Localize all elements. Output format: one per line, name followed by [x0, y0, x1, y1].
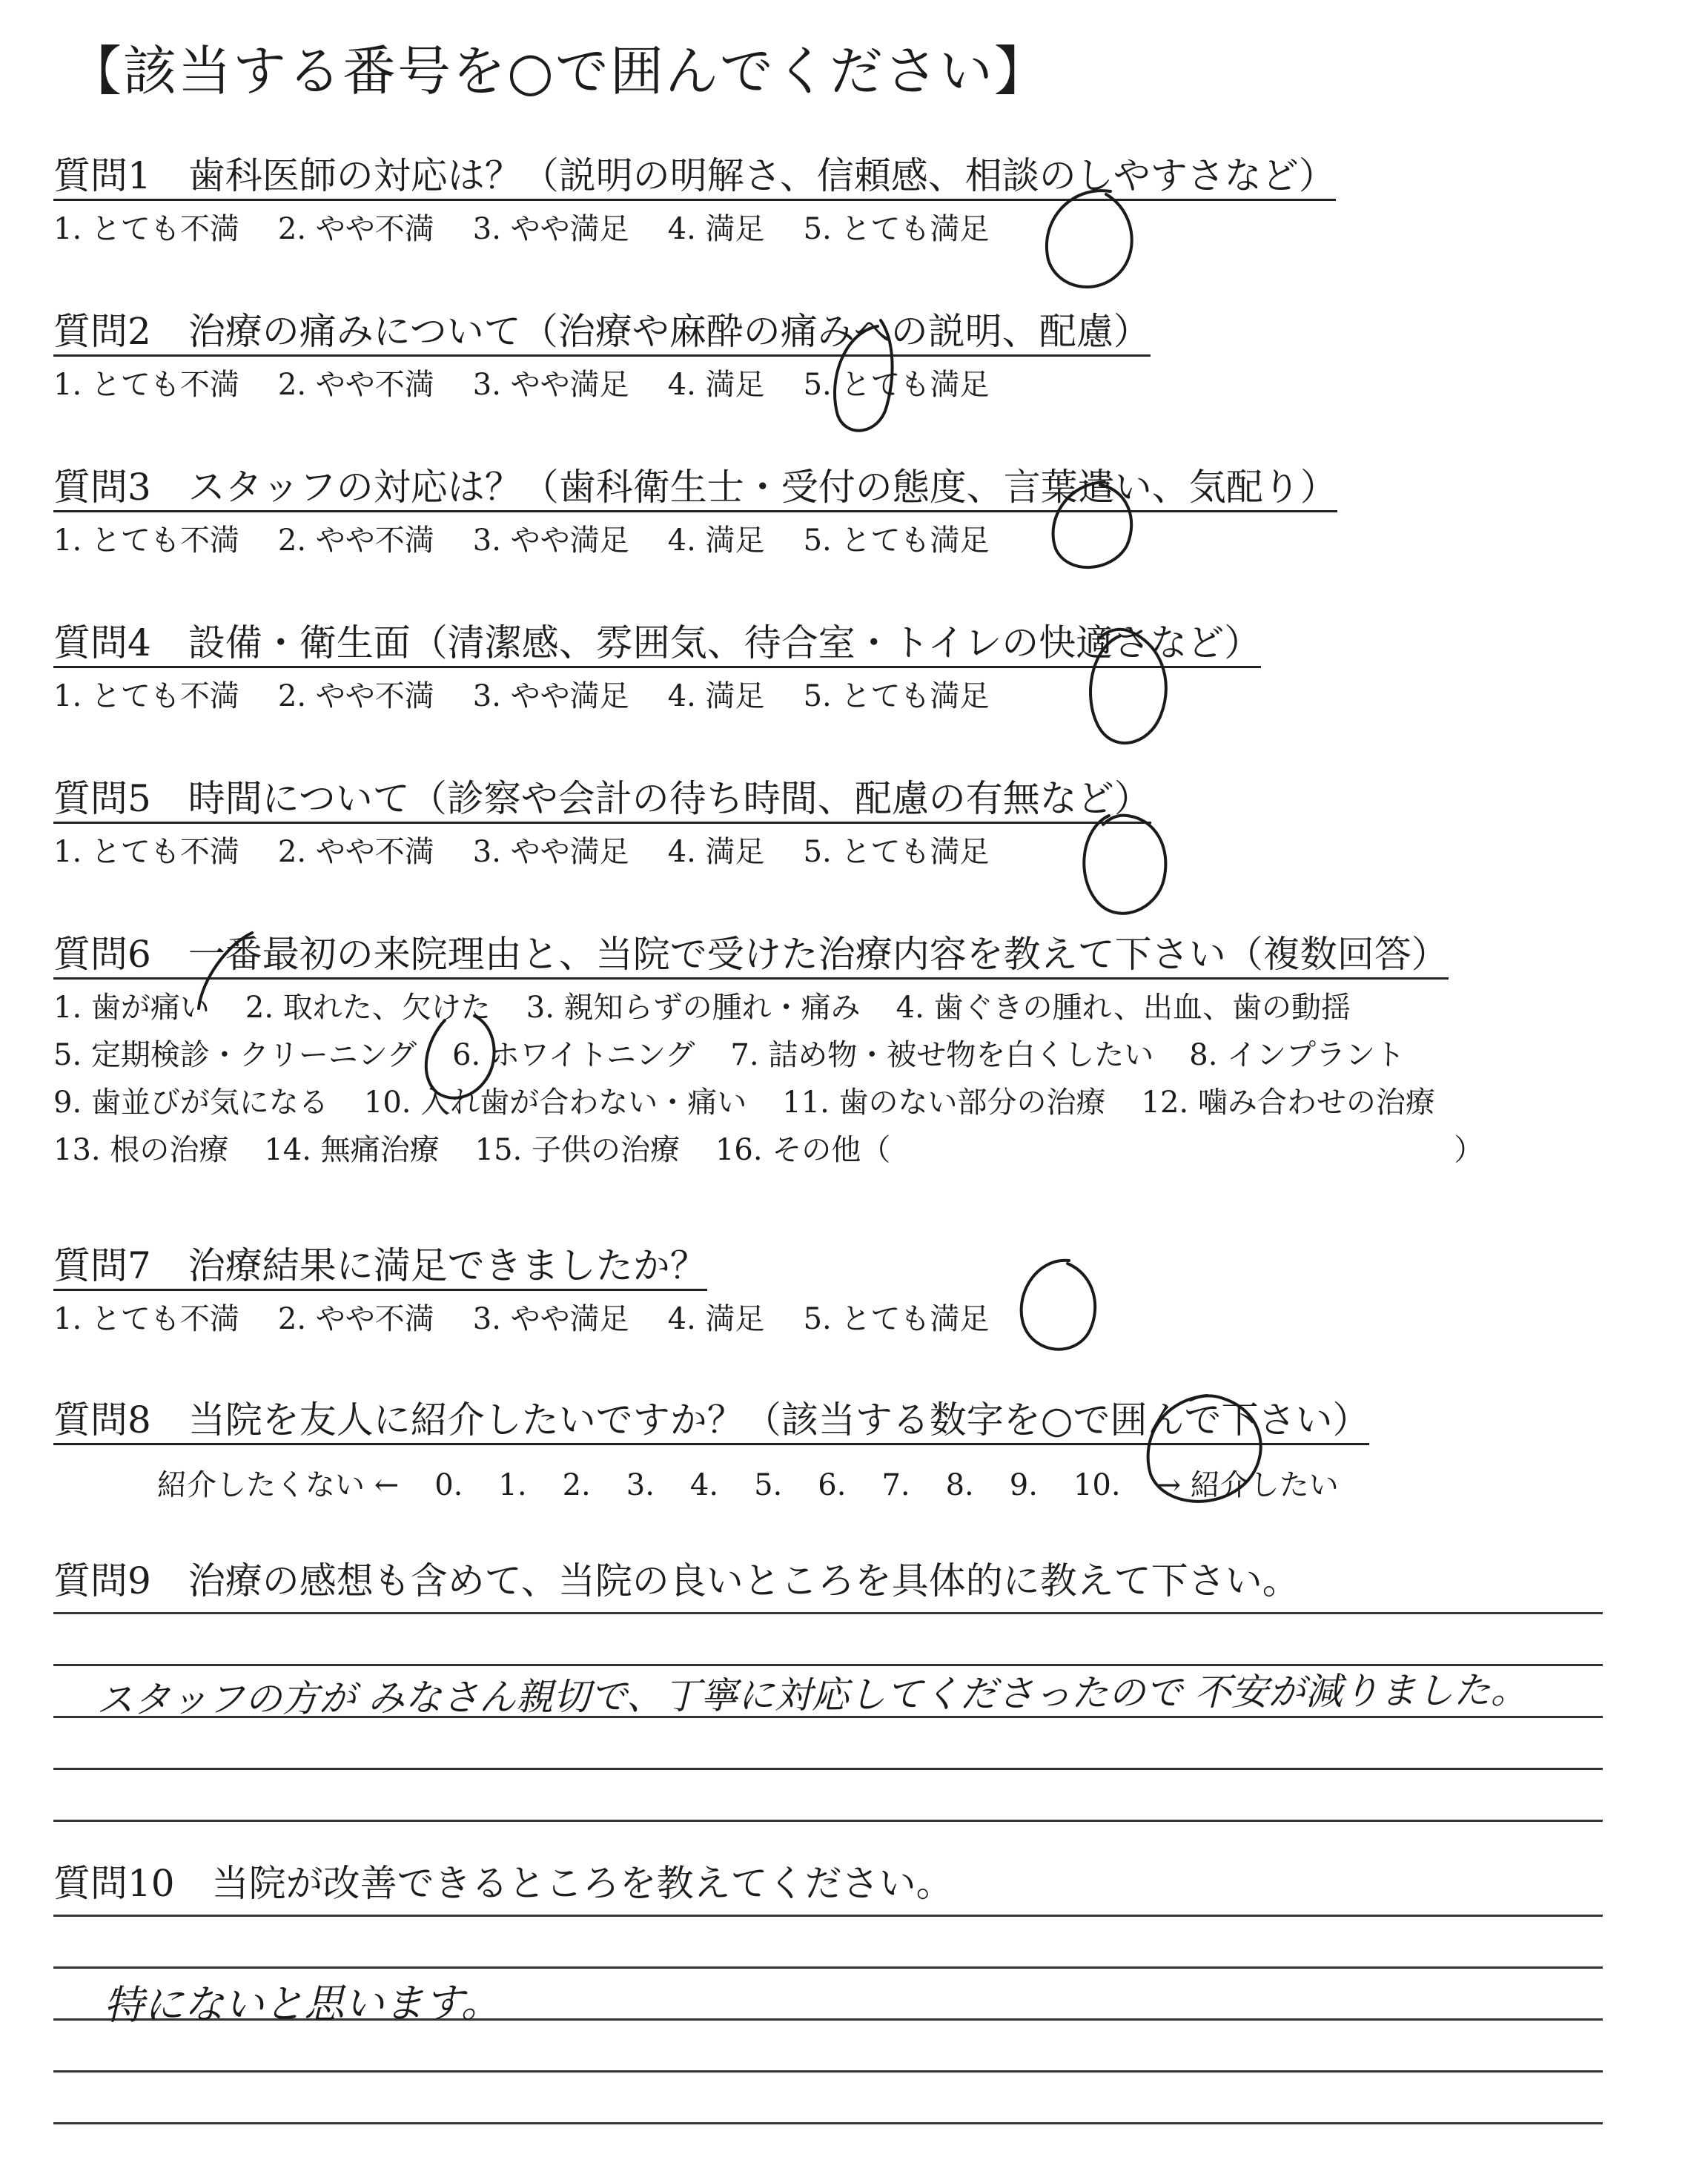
q8-option-10[interactable]: 10. — [1073, 1468, 1121, 1502]
q1-circle-mark — [1023, 178, 1171, 304]
q6-option-13[interactable]: 13. 根の治療 — [53, 1133, 229, 1167]
question-10-label: 質問10 当院が改善できるところを教えてください。 — [53, 1862, 953, 1905]
question-2-label: 質問2 治療の痛みについて（治療や麻酔の痛みへの説明、配慮） — [53, 313, 1151, 357]
q9-answer-line — [53, 1768, 1603, 1770]
q9-answer-line — [53, 1612, 1603, 1614]
q8-circle-mark — [1119, 1387, 1290, 1520]
q6-option-10[interactable]: 10. 入れ歯が合わない・痛い — [363, 1086, 747, 1120]
q8-option-2[interactable]: 2. — [562, 1468, 591, 1502]
q4-option-4[interactable]: 4. 満足 — [667, 679, 765, 713]
q2-option-3[interactable]: 3. やや満足 — [472, 368, 629, 402]
question-5 — [53, 777, 1151, 869]
question-8-label: 質問8 当院を友人に紹介したいですか？（該当する数字を○で囲んで下さい） — [53, 1401, 1369, 1445]
q5-option-4[interactable]: 4. 満足 — [667, 835, 765, 869]
question-6-options — [53, 993, 1483, 1183]
q10-handwritten-answer[interactable]: 特にないと思います。 — [103, 1979, 501, 2029]
q6-option-5[interactable]: 5. 定期検診・クリーニング — [53, 1038, 417, 1072]
q6-option-4[interactable]: 4. 歯ぐきの腫れ、出血、歯の動揺 — [896, 991, 1351, 1025]
q8-left-label: 紹介したくない ← — [157, 1468, 400, 1502]
q8-option-5[interactable]: 5. — [754, 1468, 783, 1502]
question-9 — [53, 1551, 1300, 1605]
q3-option-5[interactable]: 5. とても満足 — [803, 524, 990, 558]
q8-right-label: → 紹介したい — [1156, 1468, 1339, 1502]
q4-option-1[interactable]: 1. とても不満 — [53, 679, 239, 713]
q3-circle-mark — [1023, 475, 1164, 586]
q5-option-5[interactable]: 5. とても満足 — [803, 835, 990, 869]
q1-option-5[interactable]: 5. とても満足 — [803, 212, 990, 246]
q6-option-7[interactable]: 7. 詰め物・被せ物を白くしたい — [730, 1038, 1154, 1072]
q4-circle-mark — [1053, 615, 1201, 764]
q7-option-1[interactable]: 1. とても不満 — [53, 1302, 239, 1336]
q6-option-6[interactable]: 6. ホワイトニング — [452, 1038, 695, 1072]
q10-answer-line — [53, 1966, 1603, 1969]
q8-option-6[interactable]: 6. — [818, 1468, 847, 1502]
q2-option-1[interactable]: 1. とても不満 — [53, 368, 239, 402]
q1-option-4[interactable]: 4. 満足 — [667, 212, 765, 246]
q7-option-4[interactable]: 4. 満足 — [667, 1302, 765, 1336]
q1-option-2[interactable]: 2. やや不満 — [277, 212, 434, 246]
q3-option-2[interactable]: 2. やや不満 — [277, 524, 434, 558]
q3-option-1[interactable]: 1. とても不満 — [53, 524, 239, 558]
q1-option-3[interactable]: 3. やや満足 — [472, 212, 629, 246]
q10-answer-line — [53, 2122, 1603, 2124]
q5-option-3[interactable]: 3. やや満足 — [472, 835, 629, 869]
question-2 — [53, 310, 1151, 402]
q3-option-4[interactable]: 4. 満足 — [667, 524, 765, 558]
question-7-label: 質問7 治療結果に満足できましたか？ — [53, 1247, 707, 1291]
q1-option-1[interactable]: 1. とても不満 — [53, 212, 239, 246]
q6-option-12[interactable]: 12. 噛み合わせの治療 — [1141, 1086, 1435, 1120]
q9-answer-line — [53, 1820, 1603, 1822]
q6-option-8[interactable]: 8. インプラント — [1189, 1038, 1406, 1072]
q4-option-5[interactable]: 5. とても満足 — [803, 679, 990, 713]
q8-option-1[interactable]: 1. — [498, 1468, 527, 1502]
q5-circle-mark — [1045, 786, 1194, 934]
q6-option-16[interactable]: 16. その他（ — [715, 1133, 891, 1167]
question-7 — [53, 1244, 1027, 1336]
q6-option-15[interactable]: 15. 子供の治療 — [474, 1133, 680, 1167]
q7-circle-mark — [986, 1246, 1134, 1372]
q4-option-3[interactable]: 3. やや満足 — [472, 679, 629, 713]
q2-option-2[interactable]: 2. やや不満 — [277, 368, 434, 402]
q4-option-2[interactable]: 2. やや不満 — [277, 679, 434, 713]
question-3-label: 質問3 スタッフの対応は？（歯科衛生士・受付の態度、言葉遣い、気配り） — [53, 469, 1337, 512]
q7-option-3[interactable]: 3. やや満足 — [472, 1302, 629, 1336]
q2-option-4[interactable]: 4. 満足 — [667, 368, 765, 402]
question-5-label: 質問5 時間について（診察や会計の待ち時間、配慮の有無など） — [53, 780, 1151, 824]
q8-option-4[interactable]: 4. — [689, 1468, 719, 1502]
q5-option-1[interactable]: 1. とても不満 — [53, 835, 239, 869]
q6-option-3[interactable]: 3. 親知らずの腫れ・痛み — [526, 991, 861, 1025]
q6-option-9[interactable]: 9. 歯並びが気になる — [53, 1086, 328, 1120]
q10-answer-line — [53, 2070, 1603, 2073]
question-10 — [53, 1854, 953, 1907]
page-title: 【該当する番号を○で囲んでください】 — [68, 40, 1049, 102]
q8-option-7[interactable]: 7. — [881, 1468, 910, 1502]
q6-option-1[interactable]: 1. 歯が痛い — [53, 991, 210, 1025]
q6-mark-5 — [415, 1008, 512, 1105]
q5-option-2[interactable]: 2. やや不満 — [277, 835, 434, 869]
q6-option-2[interactable]: 2. 取れた、欠けた — [245, 991, 491, 1025]
q6-option-14[interactable]: 14. 無痛治療 — [264, 1133, 440, 1167]
q6-option-11[interactable]: 11. 歯のない部分の治療 — [782, 1086, 1106, 1120]
q6-mark-1 — [193, 925, 282, 1014]
question-4-label: 質問4 設備・衛生面（清潔感、雰囲気、待合室・トイレの快適さなど） — [53, 624, 1261, 668]
q7-option-5[interactable]: 5. とても満足 — [803, 1302, 990, 1336]
q2-circle-mark — [801, 304, 927, 445]
q3-option-3[interactable]: 3. やや満足 — [472, 524, 629, 558]
question-7-options — [53, 1304, 1027, 1334]
question-5-options — [53, 837, 1151, 867]
question-2-options — [53, 370, 1151, 400]
q7-option-2[interactable]: 2. やや不満 — [277, 1302, 434, 1336]
question-6-label: 質問6 一番最初の来院理由と、当院で受けた治療内容を教えて下さい（複数回答） — [53, 936, 1449, 980]
question-1-label: 質問1 歯科医師の対応は？（説明の明解さ、信頼感、相談のしやすさなど） — [53, 157, 1336, 201]
q9-handwritten-answer[interactable]: スタッフの方が みなさん親切で、丁寧に対応してくださったので 不安が減りました。 — [96, 1668, 1529, 1722]
q8-option-9[interactable]: 9. — [1009, 1468, 1038, 1502]
q8-option-3[interactable]: 3. — [626, 1468, 655, 1502]
q10-answer-line — [53, 1915, 1603, 1917]
q8-option-8[interactable]: 8. — [945, 1468, 974, 1502]
q6-other-close: ） — [1454, 1133, 1484, 1167]
q8-option-0[interactable]: 0. — [434, 1468, 463, 1502]
q2-option-5[interactable]: 5. とても満足 — [803, 368, 990, 402]
question-9-label: 質問9 治療の感想も含めて、当院の良いところを具体的に教えて下さい。 — [53, 1559, 1300, 1602]
